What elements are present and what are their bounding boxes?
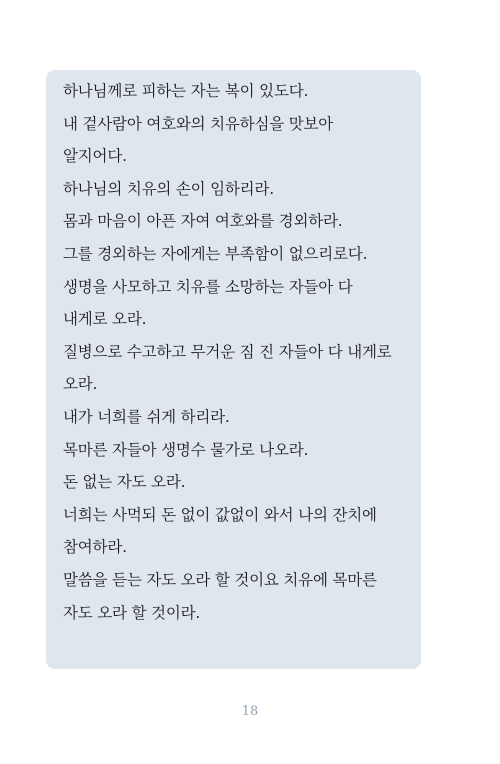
text-line: 하나님께로 피하는 자는 복이 있도다.	[63, 82, 309, 100]
text-line: 내게로 오라.	[63, 310, 147, 329]
text-line: 오라.	[63, 375, 98, 394]
text-line: 그를 경외하는 자에게는 부족함이 없으리로다.	[63, 244, 368, 263]
page-number: 18	[241, 704, 259, 719]
text-line: 내 겉사람아 여호와의 치유하심을 맛보아	[63, 114, 334, 133]
text-line: 생명을 사모하고 치유를 소망하는 자들아 다	[63, 277, 353, 296]
text-line: 내가 너희를 쉬게 하리라.	[63, 407, 230, 426]
text-line: 알지어다.	[63, 147, 127, 166]
text-line: 몸과 마음이 아픈 자여 여호와를 경외하라.	[63, 212, 343, 231]
text-line: 목마른 자들아 생명수 물가로 나오라.	[63, 440, 309, 459]
text-line: 참여하라.	[63, 538, 127, 557]
text-line: 질병으로 수고하고 무거운 짐 진 자들아 다 내게로	[63, 342, 392, 361]
text-line: 말씀을 듣는 자도 오라 할 것이요 치유에 목마른	[63, 570, 377, 589]
text-line: 자도 오라 할 것이라.	[63, 603, 201, 622]
text-line: 너희는 사먹되 돈 없이 값없이 와서 나의 잔치에	[63, 505, 377, 524]
text-line: 돈 없는 자도 오라.	[63, 473, 186, 492]
text-line: 하나님의 치유의 손이 임하리라.	[63, 179, 274, 198]
scripture-text-box	[46, 70, 421, 669]
